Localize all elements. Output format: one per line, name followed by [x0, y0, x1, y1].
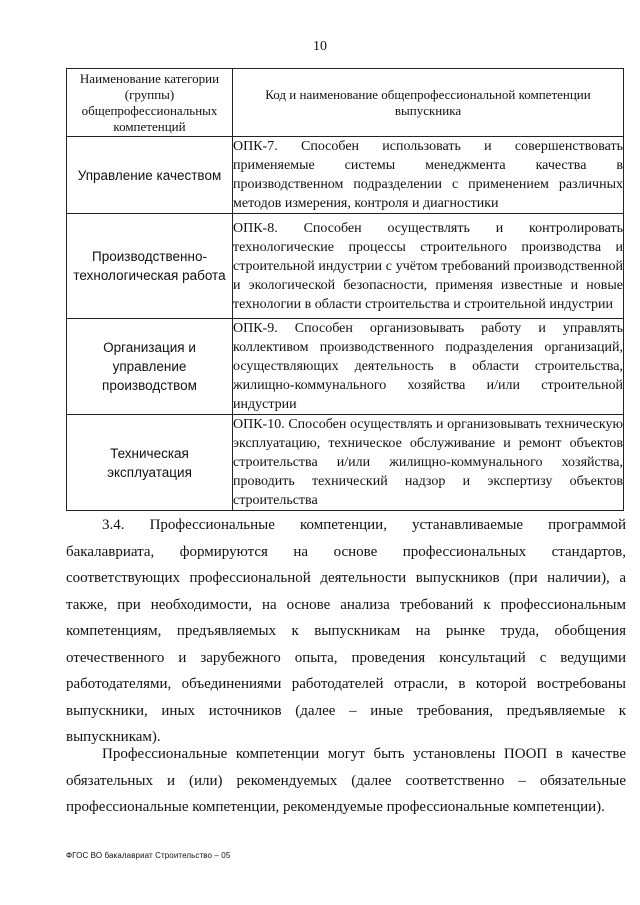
category-cell: Техническая эксплуатация — [67, 415, 233, 511]
category-cell: Организация и управление производством — [67, 319, 233, 415]
competency-cell: ОПК-8. Способен осуществлять и контролировать технологические процессы строительного производства и строительной индустрии с учётом требований производственной и экологической безопасности, применяя известные и новые технологии в области строительства и строительной индустрии — [233, 214, 624, 319]
paragraph-3-4: 3.4. Профессиональные компетенции, устанавливаемые программой бакалавриата, формируются на основе профессиональных стандартов, соответствующих профессиональной деятельности выпускников (при наличии), а также, при необходимости, на основе анализа требований к профессиональным компетенциям, предъявляемых к выпускникам на рынке труда, обобщения отечественного и зарубежного опыта, проведения консультаций с ведущими работодателями, объединениями работодателей отрасли, в которой востребованы выпускники, иных источников (далее – иные требования, предъявляемые к выпускникам). — [66, 517, 626, 745]
header-category: Наименование категории (группы) общепрофессиональных компетенций — [67, 69, 233, 137]
table-row — [67, 415, 624, 511]
category-cell: Производственно-технологическая работа — [67, 214, 233, 319]
competency-cell: ОПК-7. Способен использовать и совершенствовать применяемые системы менеджмента качества в производственном подразделении с применением различных методов измерения, контроля и диагностики — [233, 137, 624, 214]
paragraph-professional-competencies: Профессиональные компетенции могут быть установлены ПООП в качестве обязательных и (или) рекомендуемых (далее соответственно – обязательные профессиональные компетенции, рекомендуемые профессиональные компетенции). — [66, 746, 626, 815]
header-code: Код и наименование общепрофессиональной компетенции выпускника — [233, 69, 624, 137]
table-header-row — [67, 69, 624, 137]
table-row — [67, 319, 624, 415]
competency-cell: ОПК-9. Способен организовывать работу и управлять коллективом производственного подразделения организаций, осуществляющих деятельность в области строительства, жилищно-коммунального хозяйства и/или строительной индустрии — [233, 319, 624, 415]
competency-table — [66, 68, 624, 511]
table-row — [67, 137, 624, 214]
page-number: 10 — [313, 39, 327, 54]
competency-cell: ОПК-10. Способен осуществлять и организовывать техническую эксплуатацию, техническое обслуживание и ремонт объектов строительства и/или жилищно-коммунального хозяйства, проводить технический надзор и экспертизу объектов строительства — [233, 415, 624, 511]
table-row — [67, 214, 624, 319]
footer: ФГОС ВО бакалавриат Строительство – 05 — [66, 851, 231, 860]
category-cell: Управление качеством — [67, 137, 233, 214]
